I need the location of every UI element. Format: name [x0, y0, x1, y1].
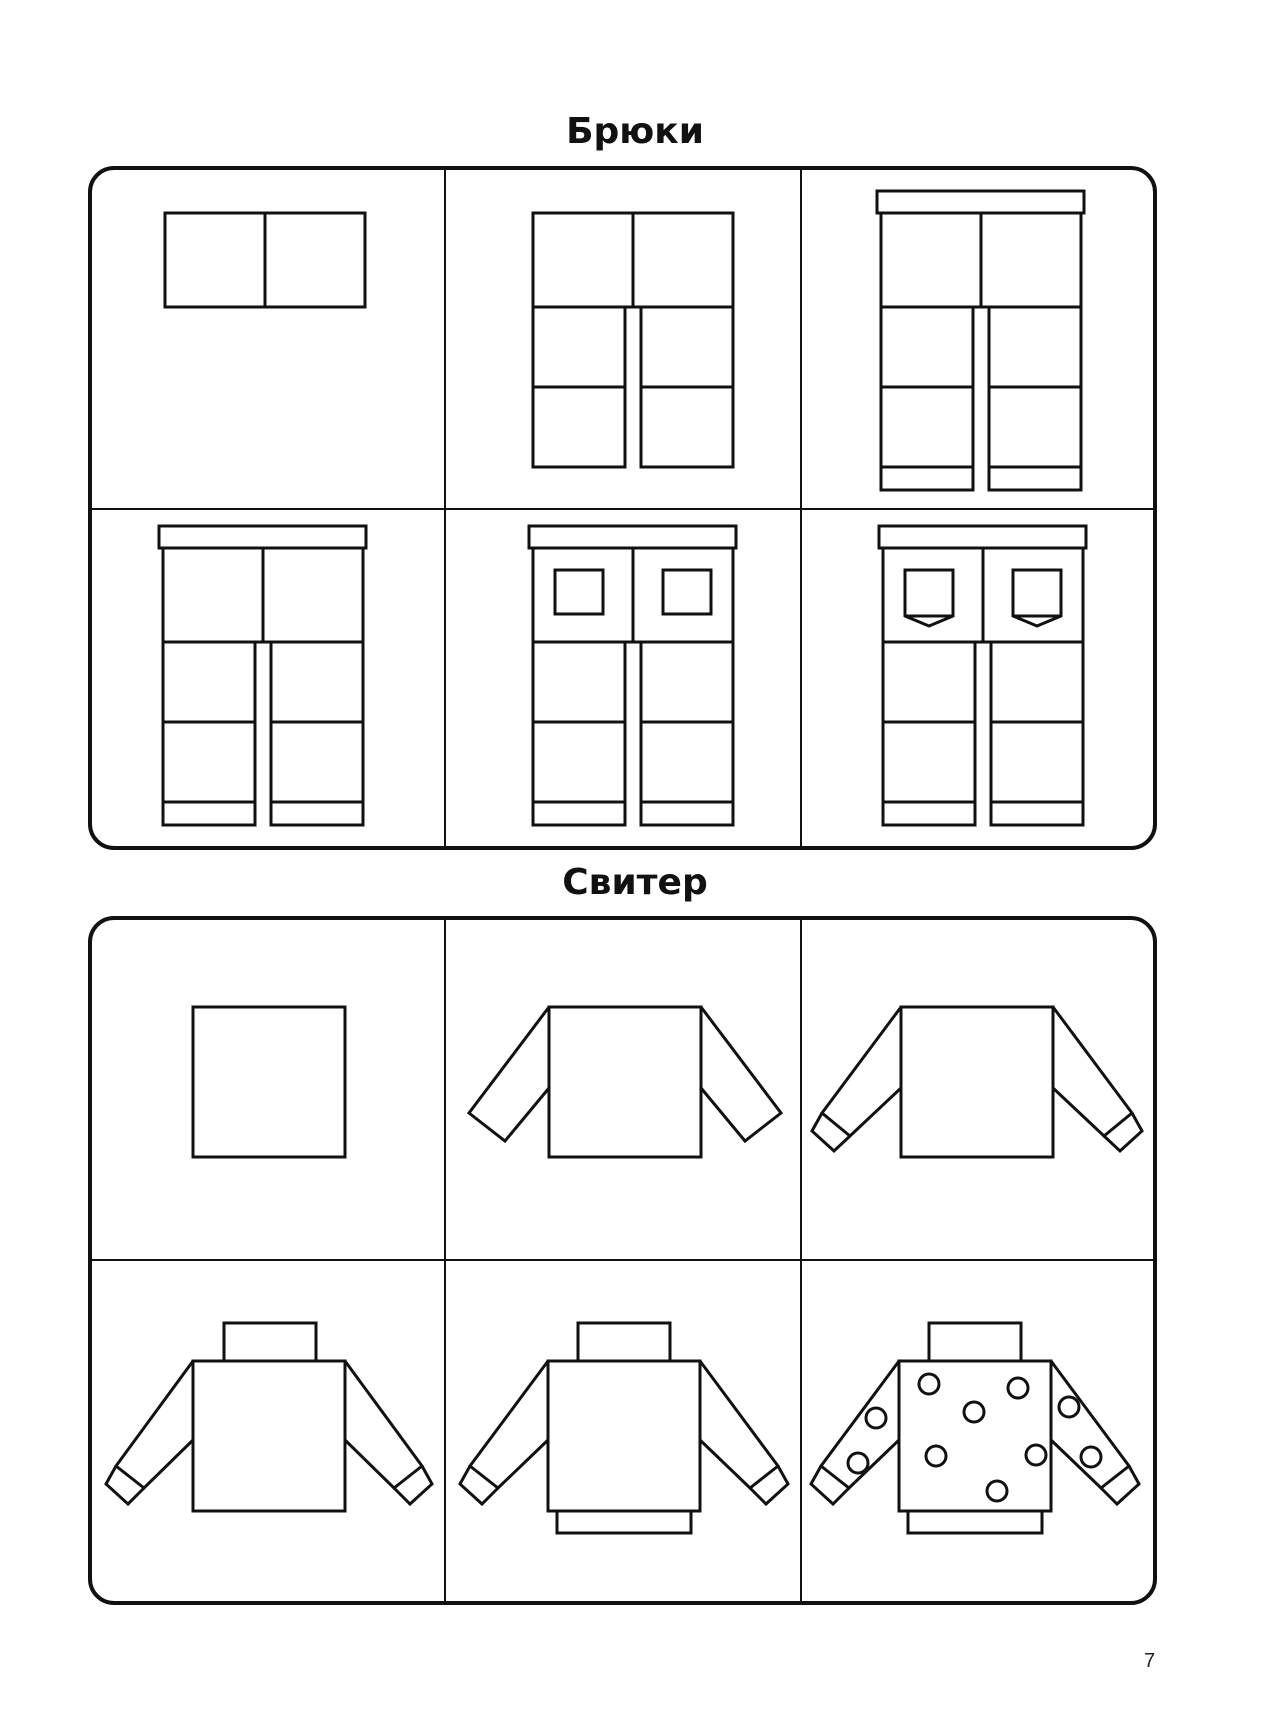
page-number: 7	[1144, 1650, 1156, 1672]
sweater-step-5	[460, 1323, 788, 1533]
trousers-step-3	[877, 191, 1084, 490]
trousers-step-2	[533, 213, 733, 467]
sweater-step-6	[811, 1323, 1139, 1533]
trousers-step-1	[165, 213, 365, 307]
sweater-step-3	[812, 1007, 1142, 1157]
sweater-step-2	[469, 1007, 781, 1157]
trousers-step-6	[879, 526, 1086, 825]
trousers-panel	[90, 168, 1155, 848]
section-title-sweater: Свитер	[562, 862, 708, 903]
section-title-trousers: Брюки	[566, 111, 704, 152]
sweater-step-1	[193, 1007, 345, 1157]
sweater-step-4	[106, 1323, 432, 1511]
sweater-panel	[90, 918, 1155, 1603]
trousers-step-5	[529, 526, 736, 825]
trousers-step-4	[159, 526, 366, 825]
